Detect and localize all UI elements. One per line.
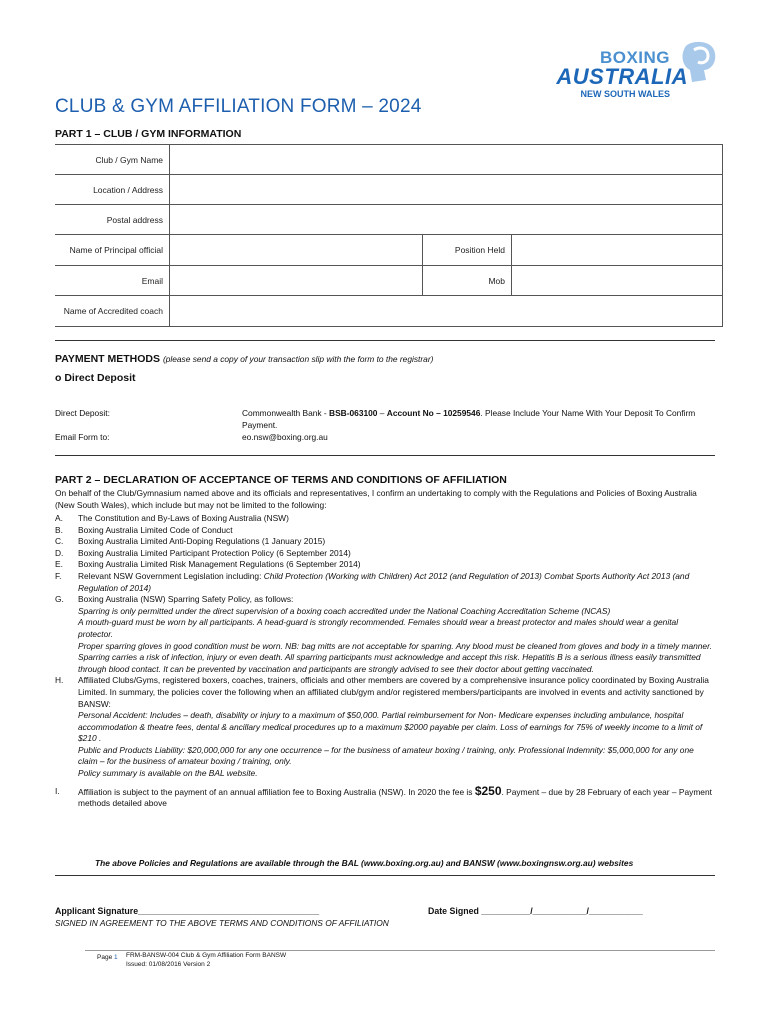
list-item: C. Boxing Australia Limited Anti-Doping Regulations (1 January 2015) (55, 536, 715, 548)
page-number (97, 953, 118, 962)
direct-deposit-option[interactable]: o Direct Deposit (55, 372, 136, 384)
list-item: D. Boxing Australia Limited Participant Protection Policy (6 September 2014) (55, 548, 715, 560)
term-h-text: Affiliated Clubs/Gyms, registered boxers, coaches, trainers, officials and other members are covered by a comprehensive insurance policy coordinated by Boxing Australia Limited. In summary, the policies cover the following when an affiliated club/gym and/or registered members/participants are involved in events and activity sanctioned by BANSW: (78, 675, 709, 709)
postal-label: Postal address (55, 205, 170, 235)
boxing-australia-logo (548, 40, 720, 100)
applicant-signature[interactable]: Applicant Signature_____________________________________ (55, 906, 320, 916)
bank-prefix: Commonwealth Bank - (242, 408, 330, 418)
payment-heading-line (55, 354, 433, 366)
coach-field[interactable] (170, 296, 723, 327)
term-h2: Public and Products Liability: $20,000,000 for any one occurrence – for the business of amateur boxing / training, only. Professional Indemnity: $5,000,000 for any one claim – for the business of amateur boxing / training, only. (78, 744, 694, 767)
policies-note: The above Policies and Regulations are available through the BAL (www.boxing.org.au) and BANSW (www.boxingnsw.org.au) websites (95, 858, 634, 868)
term-g-text: Boxing Australia (NSW) Sparring Safety Policy, as follows: (78, 594, 294, 605)
location-field[interactable] (170, 175, 723, 205)
term-f-italic: Child Protection (Working with Children) Act 2012 (and Regulation of 2013) Combat Sports Authority Act 2013 (and Regulation of 2014) (78, 570, 690, 593)
club-info-table (55, 144, 723, 327)
club-name-label: Club / Gym Name (55, 145, 170, 175)
term-e: Boxing Australia Limited Risk Management Regulations (6 September 2014) (78, 559, 361, 570)
term-g3: Proper sparring gloves in good condition must be worn. NB: bag mitts are not acceptable for sparring. Any blood must be cleaned from gloves and body in a timely manner. (78, 640, 712, 651)
doc-reference: FRM-BANSW-004 Club & Gym Affiliation Form BANSW (126, 952, 287, 959)
account-separator: – (377, 408, 387, 418)
term-i-post: . Payment – due by 28 February of each year – Payment methods detailed above (78, 786, 712, 809)
term-g4: Sparring carries a risk of infection, injury or even death. All sparring participants must acknowledge and accept this risk. Hepatitis B is a serious illness easily transmitted through blood contact. It can be prevented by vaccination and participants are strongly advised to see their doctor about getting vaccinated. (78, 652, 701, 674)
list-item: H. Affiliated Clubs/Gyms, registered boxers, coaches, trainers, officials and other members are covered by a comprehensive insurance policy coordinated by Boxing Australia Limited. In summary, the policies cover the following when an affiliated club/gym and/or registered members/participants are involved in events and activity sanctioned by BANSW: Personal Accident: Includes – death, disability or injury to a maximum of $50,000. Partial reimbursement for Non- Medicare expenses including ambulance, hospital accommodation & theatre fees, dental & ancillary medical procedures up to a maximum $2000 payable per claim. Loss of earnings for 75% of weekly income to a limit of $210 . Public and Products Liability: $20,000,000 for any one occurrence – for the business of amateur boxing / training, only. Professional Indemnity: $5,000,000 for any one claim – for the business of amateur boxing / training, only. Policy summary is available on the BAL website. (55, 675, 715, 779)
doc-issued: Issued: 01/08/2016 Version 2 (126, 961, 211, 968)
fee-amount: $250 (474, 783, 502, 798)
term-h1: Personal Accident: Includes – death, disability or injury to a maximum of $50,000. Partial reimbursement for Non- Medicare expenses including ambulance, hospital accommodation & theatre fees, dental & ancillary medical procedures up to a maximum $2000 payable per claim. Loss of earnings for 75% of weekly income to a limit of $210 . (78, 710, 703, 744)
list-item: F. Relevant NSW Government Legislation including: Child Protection (Working with Children) Act 2012 (and Regulation of 2013) Combat Sports Authority Act 2013 (and Regulation of 2014) (55, 570, 690, 593)
term-i-pre: Affiliation is subject to the payment of an annual affiliation fee to Boxing Australia (NSW). In 2020 the fee is (78, 786, 475, 797)
part2-heading: PART 2 – DECLARATION OF ACCEPTANCE OF TERMS AND CONDITIONS OF AFFILIATION (55, 474, 507, 486)
form-title: CLUB & GYM AFFILIATION FORM – 2024 (55, 96, 422, 117)
payment-note: (please send a copy of your transaction slip with the form to the registrar) (162, 354, 434, 364)
list-item: A. The Constitution and By-Laws of Boxing Australia (NSW) (55, 513, 715, 525)
term-b: Boxing Australia Limited Code of Conduct (78, 524, 233, 535)
page-label: Page (97, 954, 113, 961)
logo-line-nsw: NEW SOUTH WALES (580, 89, 670, 99)
logo-line-australia: AUSTRALIA (556, 64, 688, 89)
page-num: 1 (114, 954, 118, 961)
signed-agreement: SIGNED IN AGREEMENT TO THE ABOVE TERMS AND CONDITIONS OF AFFILIATION (55, 918, 389, 928)
club-name-field[interactable] (170, 145, 723, 175)
divider (55, 340, 715, 341)
principal-label: Name of Principal official (55, 235, 170, 266)
terms-list (55, 513, 715, 810)
list-item: I. Affiliation is subject to the payment of an annual affiliation fee to Boxing Australia (NSW). In 2020 the fee is $250. Payment – due by 28 February of each year – Payment methods detailed above (55, 783, 712, 809)
part2-intro: On behalf of the Club/Gymnasium named above and its officials and representatives, I confirm an undertaking to comply with the Regulations and Policies of Boxing Australia (New South Wales), which include but may not be limited to the following: (55, 488, 697, 510)
logo-line-boxing: BOXING (599, 48, 670, 67)
account-number: Account No – 10259546 (386, 408, 481, 418)
email-label: Email (55, 266, 170, 296)
direct-deposit-label: Direct Deposit: (55, 408, 110, 418)
email-form-address[interactable]: eo.nsw@boxing.org.au (242, 432, 328, 442)
term-h3: Policy summary is available on the BAL website. (78, 768, 258, 779)
term-f-text: Relevant NSW Government Legislation including: (78, 570, 264, 581)
position-field[interactable] (512, 235, 723, 266)
list-item: E. Boxing Australia Limited Risk Management Regulations (6 September 2014) (55, 559, 715, 571)
term-d: Boxing Australia Limited Participant Protection Policy (6 September 2014) (78, 547, 351, 558)
list-item: G. Boxing Australia (NSW) Sparring Safety Policy, as follows: Sparring is only permitted under the direct supervision of a boxing coach accredited under the National Coaching Accreditation Scheme (NCAS) A mouth-guard must be worn by all participants. A head-guard is strongly recommended. Females should wear a breast protector and males should wear a genital protector. Proper sparring gloves in good condition must be worn. NB: bag mitts are not acceptable for sparring. Any blood must be cleaned from gloves and body in a timely manner. Sparring carries a risk of infection, injury or even death. All sparring participants must acknowledge and accept this risk. Hepatitis B is a serious illness easily transmitted through blood contact. It can be prevented by vaccination and participants are strongly advised to see their doctor about getting vaccinated. (55, 594, 715, 675)
part1-heading: PART 1 – CLUB / GYM INFORMATION (55, 128, 242, 140)
term-c: Boxing Australia Limited Anti-Doping Regulations (1 January 2015) (78, 536, 326, 547)
bank-details (242, 408, 717, 431)
bank-suffix: . Please Include Your Name With Your Deposit To Confirm Payment. (242, 408, 696, 430)
position-label: Position Held (423, 235, 512, 266)
coach-label: Name of Accredited coach (55, 296, 170, 327)
term-g2: A mouth-guard must be worn by all participants. A head-guard is strongly recommended. Females should wear a breast protector and males should wear a genital protector. (78, 617, 679, 639)
email-field[interactable] (170, 266, 423, 296)
bsb: BSB-063100 (329, 408, 378, 418)
payment-heading: PAYMENT METHODS (55, 353, 161, 365)
date-signed[interactable]: Date Signed __________/___________/___________ (428, 906, 643, 916)
email-form-label: Email Form to: (55, 432, 110, 442)
term-a: The Constitution and By-Laws of Boxing Australia (NSW) (78, 513, 289, 523)
postal-field[interactable] (170, 205, 723, 235)
mob-field[interactable] (512, 266, 723, 296)
location-label: Location / Address (55, 175, 170, 205)
divider (55, 455, 715, 456)
term-g1: Sparring is only permitted under the direct supervision of a boxing coach accredited under the National Coaching Accreditation Scheme (NCAS) (78, 605, 611, 616)
mob-label: Mob (423, 266, 512, 296)
list-item: B. Boxing Australia Limited Code of Conduct (55, 525, 715, 537)
principal-field[interactable] (170, 235, 423, 266)
divider (55, 875, 715, 876)
